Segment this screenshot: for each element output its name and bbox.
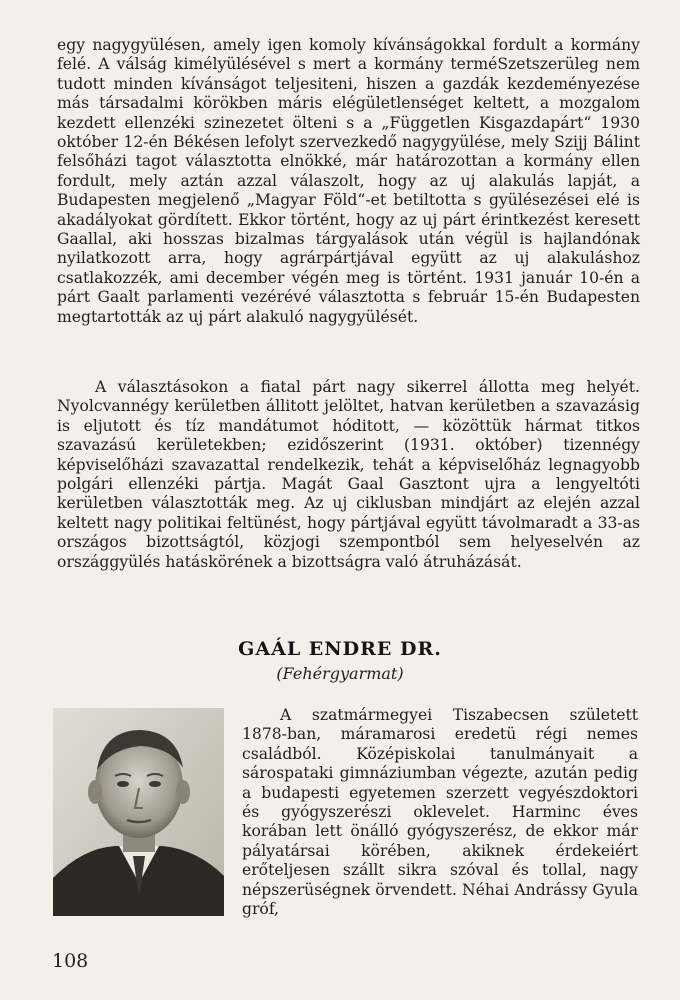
biography-text — [242, 706, 638, 919]
paragraph-1: egy nagygyülésen, amely igen komoly kívánságokkal fordult a kormány felé. A válság kimélyülésével s mert a kormány terméSzetszerüleg nem tudott minden kívánságot teljesiteni, hiszen a gazdák kezdeményezése más társadalmi körökben máris elégületlenséget keltett, a mozgalom kezdett ellenzéki szinezetet ölteni s a „Független Kisgazdapárt“ 1930 október 12-én Békésen lefolyt szervezkedő nagygyülése, mely Szijj Bálint felsőházi tagot választotta elnökké, már határozottan a kormány ellen fordult, mely aztán azzal válaszolt, hogy az uj alakulás lapját, a Budapesten megjelenő „Magyar Föld“-et betiltotta s gyülésezései elé is akadályokat gördített. Ekkor történt, hogy az uj párt érintkezést keresett Gaallal, aki hosszas bizalmas tárgyalások után végül is hajlandónak nyilatkozott arra, hogy agrárpártjával együtt az uj alakuláshoz csatlakozzék, ami december végén meg is történt. 1931 január 10-én a párt Gaalt parlamenti vezérévé választotta s február 15-én Budapesten megtartották az uj párt alakuló nagygyülését. — [57, 36, 640, 326]
body-text-column — [57, 36, 640, 327]
paragraph-2: A választásokon a fiatal párt nagy sikerrel állotta meg helyét. Nyolcvannégy kerületben állitott jelöltet, hatvan kerületben a szavazásig is eljutott és tíz mandátumot hóditott, — közöttük hármat titkos szavazású kerületekben; ezidőszerint (1931. október) tizennégy képviselőházi szavazattal rendelkezik, tehát a képviselőház legnagyobb polgári ellenzéki pártja. Magát Gaal Gasztont ujra a lengyeltóti kerületben választották meg. Az uj ciklusban mindjárt az elején azzal keltett nagy politikai feltünést, hogy pártjával együtt távolmaradt a 33-as országos bizottságtól, közjogi szempontból sem helyeselvén az országgyülés hatáskörének a bizottságra való átruházását. — [57, 378, 640, 571]
portrait-image — [53, 708, 224, 916]
biography-paragraph: A szatmármegyei Tiszabecsen született 1878-ban, máramarosi eredetü régi nemes családból. Középiskolai tanulmányait a sárospataki gimnáziumban végezte, azután pedig a budapesti egyetemen szerzett vegyészdoktori és gyógyszerészi oklevelet. Harminc éves korában lett önálló gyógyszerész, de ekkor már pályatársai körében, akiknek érdekeiért erőteljesen szállt sikra szóval és tollal, nagy népszerüségnek örvendett. Néhai Andrássy Gyula gróf, — [242, 706, 638, 919]
portrait-photo — [53, 708, 224, 916]
section-title: GAÁL ENDRE DR. — [238, 638, 442, 660]
body-text-column-2 — [57, 378, 640, 572]
section-subtitle: (Fehérgyarmat) — [276, 664, 404, 683]
page-number: 108 — [52, 950, 89, 972]
